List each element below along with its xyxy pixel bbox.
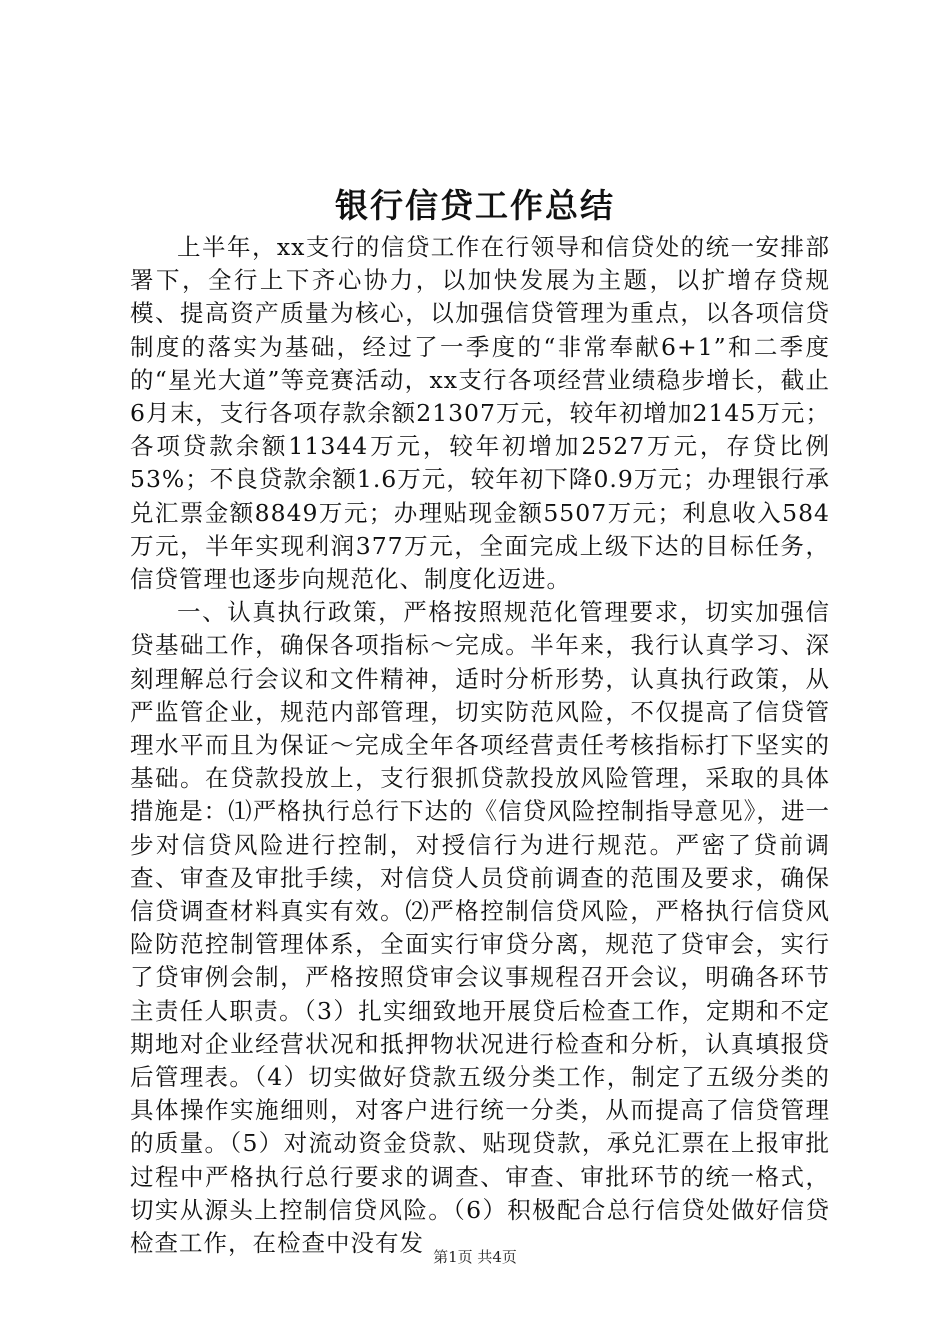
body-paragraph: 一、认真执行政策，严格按照规范化管理要求，切实加强信贷基础工作，确保各项指标～完成。半年来，我行认真学习、深刻理解总行会议和文件精神，适时分析形势，认真执行政策，从严监管企业，规范内部管理，切实防范风险，不仅提高了信贷管理水平而且为保证～完成全年各项经营责任考核指标打下坚实的基础。在贷款投放上，支行狠抓贷款投放风险管理，采取的具体措施是：⑴严格执行总行下达的《信贷风险控制指导意见》，进一步对信贷风险进行控制，对授信行为进行规范。严密了贷前调查、审查及审批手续，对信贷人员贷前调查的范围及要求，确保信贷调查材料真实有效。⑵严格控制信贷风险，严格执行信贷风险防范控制管理体系，全面实行审贷分离，规范了贷审会，实行了贷审例会制，严格按照贷审会议事规程召开会议，明确各环节主责任人职责。（3）扎实细致地开展贷后检查工作，定期和不定期地对企业经营状况和抵押物状况进行检查和分析，认真填报贷后管理表。（4）切实做好贷款五级分类工作，制定了五级分类的具体操作实施细则，对客户进行统一分类，从而提高了信贷管理的质量。（5）对流动资金贷款、贴现贷款，承兑汇票在上报审批过程中严格执行总行要求的调查、审查、审批环节的统一格式，切实从源头上控制信贷风险。（6）积极配合总行信贷处做好信贷检查工作，在检查中没有发 [130,598,830,1258]
page-footer: 第1页 共4页 [433,1248,517,1266]
document-body [130,231,830,1260]
document-title: 银行信贷工作总结 [335,186,615,225]
body-paragraph: 上半年，xx支行的信贷工作在行领导和信贷处的统一安排部署下，全行上下齐心协力，以加快发展为主题，以扩增存贷规模、提高资产质量为核心，以加强信贷管理为重点，以各项信贷制度的落实为基础，经过了一季度的“非常奉献6+1”和二季度的“星光大道”等竞赛活动，xx支行各项经营业绩稳步增长，截止6月末，支行各项存款余额21307万元，较年初增加2145万元；各项贷款余额11344万元，较年初增加2527万元，存贷比例53%；不良贷款余额1.6万元，较年初下降0.9万元；办理银行承兑汇票金额8849万元；办理贴现金额5507万元；利息收入584万元，半年实现利润377万元，全面完成上级下达的目标任务，信贷管理也逐步向规范化、制度化迈进。 [130,233,830,594]
